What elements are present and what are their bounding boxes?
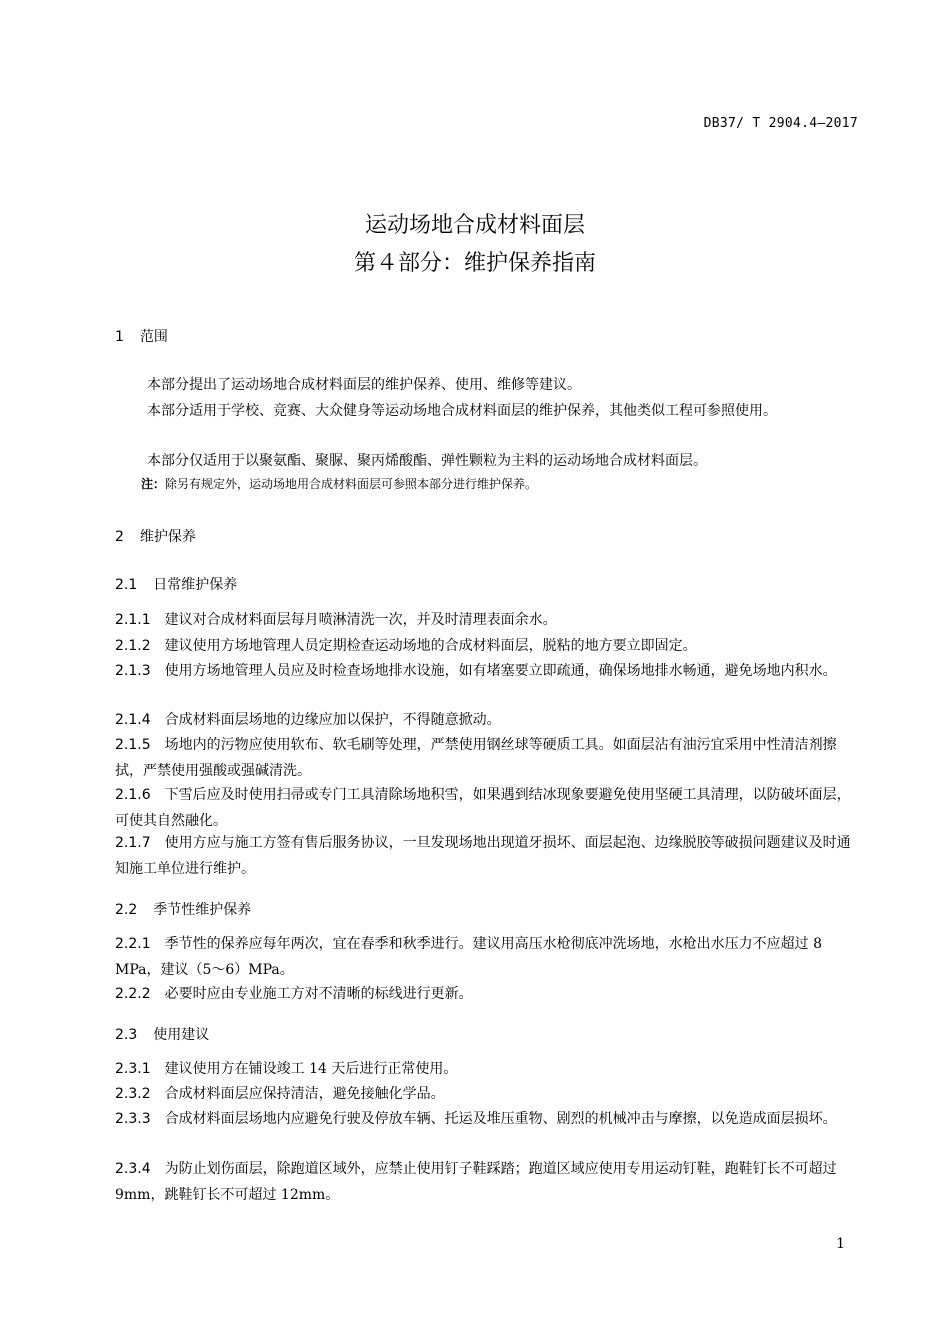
section-title: 范围: [139, 329, 168, 345]
clause-number: 2.1.5: [115, 737, 151, 753]
clause-text: 合成材料面层场地的边缘应加以保护，不得随意掀动。: [164, 712, 501, 728]
clause-text: 为防止划伤面层，除跑道区域外，应禁止使用钉子鞋踩踏；跑道区域应使用专用运动钉鞋，跑鞋钉长不可超过 9mm，跳鞋钉长不可超过 12mm。: [115, 1161, 837, 1203]
section-heading: [115, 326, 168, 346]
section-heading: [115, 526, 196, 546]
subsection-number: 2.2: [115, 902, 138, 918]
subsection-number: 2.3: [115, 1027, 138, 1043]
subsection-number: 2.1: [115, 577, 138, 593]
clause-number: 2.2.2: [115, 986, 151, 1002]
clause: [115, 830, 860, 882]
clause-text: 使用方应与施工方签有售后服务协议，一旦发现场地出现道牙损坏、面层起泡、边缘脱胶等破损问题建议及时通知施工单位进行维护。: [115, 835, 851, 877]
clause-number: 2.3.3: [115, 1111, 151, 1127]
document-subtitle: 第４部分：维护保养指南: [353, 251, 596, 276]
section-number: 2: [115, 529, 124, 545]
clause-text: 合成材料面层应保持清洁，避免接触化学品。: [164, 1086, 445, 1102]
clause-text: 建议对合成材料面层每月喷淋清洗一次，并及时清理表面余水。: [164, 612, 557, 628]
clause-number: 2.1.7: [115, 835, 151, 851]
paragraph: 本部分适用于学校、竞赛、大众健身等运动场地合成材料面层的维护保养，其他类似工程可参照使用。: [147, 403, 777, 419]
paragraph: 本部分提出了运动场地合成材料面层的维护保养、使用、维修等建议。: [147, 377, 581, 393]
document-title: 运动场地合成材料面层: [364, 213, 585, 238]
clause-text: 场地内的污物应使用软布、软毛刷等处理，严禁使用钢丝球等硬质工具。如面层沾有油污宜采用中性清洁剂擦拭，严禁使用强酸或强碱清洗。: [115, 737, 837, 779]
clause-number: 2.1.2: [115, 638, 151, 654]
clause: [115, 658, 860, 684]
subsection-title: 使用建议: [153, 1027, 210, 1043]
section-number: 1: [115, 329, 124, 345]
subsection-title: 日常维护保养: [153, 577, 238, 593]
paragraph: 本部分仅适用于以聚氨酯、聚脲、聚丙烯酸酯、弹性颗粒为主料的运动场地合成材料面层。: [147, 453, 707, 469]
clause-number: 2.1.6: [115, 787, 151, 803]
clause: [115, 607, 860, 633]
note-label: 注：: [141, 477, 166, 491]
clause-text: 下雪后应及时使用扫帚或专门工具清除场地积雪，如果遇到结冰现象要避免使用坚硬工具清理，以防破坏面层，可使其自然融化。: [115, 787, 851, 829]
subsection-heading: [115, 899, 251, 919]
page-number: 1: [836, 1236, 845, 1252]
subsection-title: 季节性维护保养: [153, 902, 252, 918]
clause: [115, 1056, 860, 1082]
clause: [115, 782, 860, 834]
clause-number: 2.1.3: [115, 663, 151, 679]
clause-number: 2.3.4: [115, 1161, 151, 1177]
clause-text: 季节性的保养应每年两次，宜在春季和秋季进行。建议用高压水枪彻底冲洗场地，水枪出水压力不应超过 8 MPa，建议（5～6）MPa。: [115, 936, 822, 978]
clause-number: 2.1.4: [115, 712, 151, 728]
standard-code: DB37/ T 2904.4—2017: [703, 116, 858, 131]
clause: [115, 1081, 860, 1107]
clause: [115, 732, 860, 784]
clause: [115, 633, 860, 659]
clause-text: 必要时应由专业施工方对不清晰的标线进行更新。: [164, 986, 473, 1002]
clause: [115, 931, 860, 983]
clause-text: 使用方场地管理人员应及时检查场地排水设施，如有堵塞要立即疏通，确保场地排水畅通，避免场地内积水。: [164, 663, 837, 679]
clause: [115, 1156, 860, 1208]
clause-number: 2.1.1: [115, 612, 151, 628]
note: [115, 474, 860, 494]
clause-text: 合成材料面层场地内应避免行驶及停放车辆、托运及堆压重物、剧烈的机械冲击与摩擦，以免造成面层损坏。: [164, 1111, 837, 1127]
subsection-heading: [115, 1024, 209, 1044]
clause: [115, 707, 860, 733]
clause: [115, 1106, 860, 1132]
clause-text: 建议使用方场地管理人员定期检查运动场地的合成材料面层，脱粘的地方要立即固定。: [164, 638, 697, 654]
clause-number: 2.3.2: [115, 1086, 151, 1102]
note-text: 除另有规定外，运动场地用合成材料面层可参照本部分进行维护保养。: [165, 477, 538, 491]
clause-number: 2.3.1: [115, 1061, 151, 1077]
clause-number: 2.2.1: [115, 936, 151, 952]
clause: [115, 981, 860, 1007]
subsection-heading: [115, 574, 237, 594]
section-title: 维护保养: [139, 529, 196, 545]
clause-text: 建议使用方在铺设竣工 14 天后进行正常使用。: [164, 1061, 458, 1077]
